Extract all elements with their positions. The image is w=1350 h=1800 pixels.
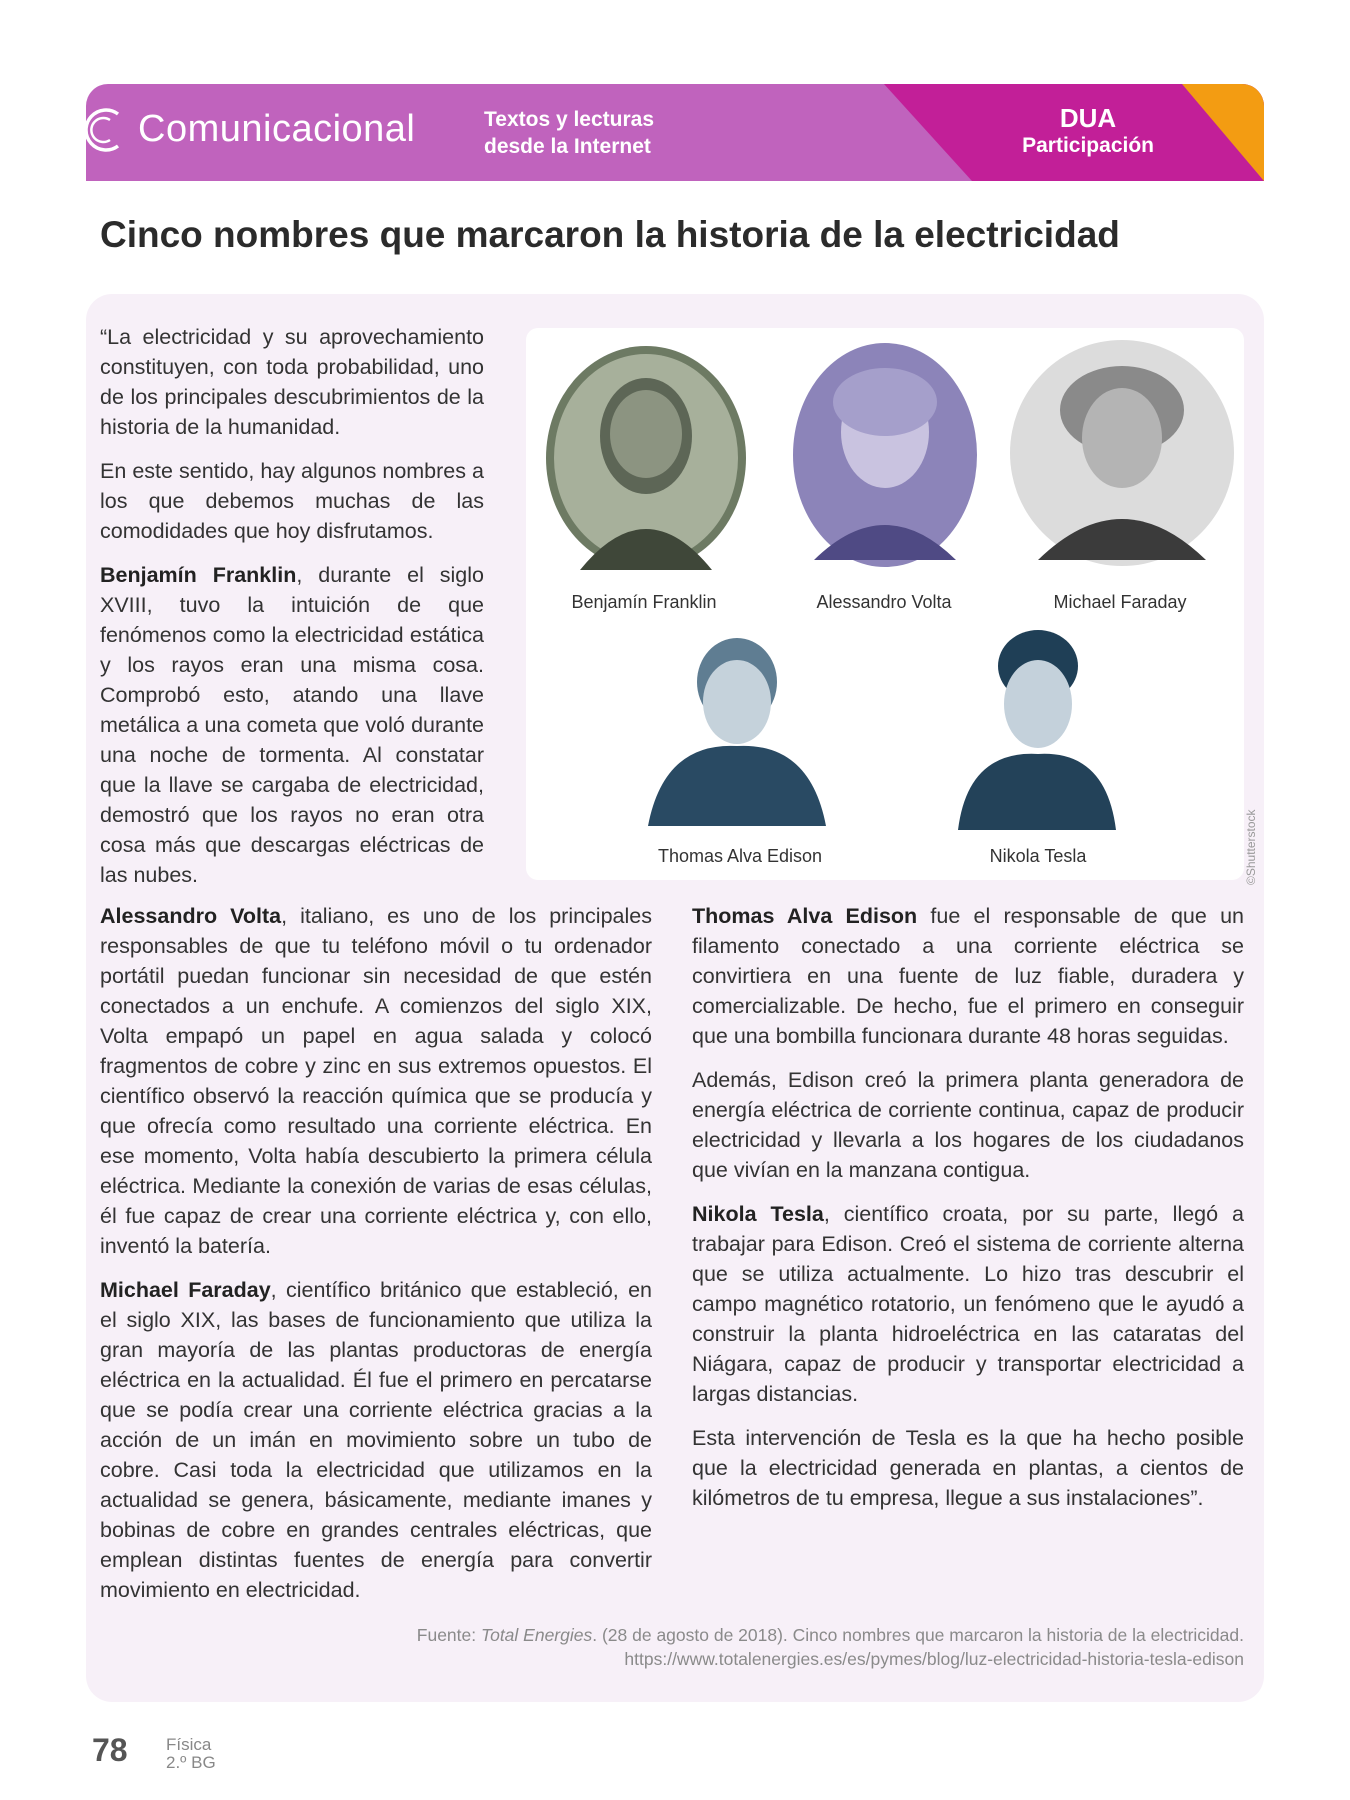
caption-tesla: Nikola Tesla: [989, 846, 1087, 866]
faraday-portrait: [1008, 338, 1236, 568]
franklin-paragraph: [100, 560, 484, 890]
right-column: [692, 901, 1244, 1527]
page-number: 78: [92, 1732, 128, 1768]
source-line: [417, 1623, 1244, 1647]
source-citation: [417, 1623, 1244, 1671]
dua-label: [1022, 104, 1154, 160]
intro-column: [100, 322, 484, 904]
faraday-name: Michael Faraday: [100, 1278, 271, 1302]
subtitle-line-2: desde la Internet: [484, 135, 651, 158]
caption-edison: Thomas Alva Edison: [657, 846, 823, 866]
subject-label: [166, 1736, 216, 1772]
subject-name: Física: [166, 1735, 212, 1754]
source-label: Fuente:: [416, 1625, 481, 1645]
edison-portrait: [644, 630, 830, 826]
caption-faraday: Michael Faraday: [1053, 592, 1187, 612]
volta-portrait: [790, 340, 980, 570]
source-url[interactable]: https://www.totalenergies.es/es/pymes/blog/luz-electricidad-historia-tesla-edison: [624, 1649, 1244, 1669]
franklin-name: Benjamín Franklin: [100, 563, 297, 587]
intro-paragraph-2: En este sentido, hay algunos nombres a los que debemos muchas de las comodidades que hoy disfrutamos.: [100, 459, 484, 543]
edison-name: Thomas Alva Edison: [692, 904, 918, 928]
left-column: [100, 901, 652, 1619]
section-subtitle: [484, 106, 654, 160]
faraday-paragraph: [100, 1275, 652, 1605]
tesla-paragraph-2: Esta intervención de Tesla es la que ha hecho posible que la electricidad generada en plantas, a cientos de kilómetros de tu empresa, llegue a sus instalaciones”.: [692, 1426, 1244, 1510]
franklin-portrait: [540, 338, 752, 578]
source-rest: . (28 de agosto de 2018). Cinco nombres que marcaron la historia de la electricidad.: [592, 1625, 1244, 1645]
volta-name: Alessandro Volta: [100, 904, 282, 928]
franklin-text: , durante el siglo XVIII, tuvo la intuición de que fenómenos como la electricidad estática y los rayos eran una misma cosa. Comprobó esto, atando una llave metálica a una cometa que voló durante una noche de tormenta. Al constatar que la llave se cargaba de electricidad, demostró que los rayos no eran otra cosa más que descargas eléctricas de las nubes.: [100, 563, 485, 887]
dua-subtitle: Participación: [1022, 134, 1154, 157]
edison-paragraph-2: Además, Edison creó la primera planta generadora de energía eléctrica de corriente continua, capaz de producir electricidad y llevarla a los hogares de los ciudadanos que vivían en la manzana contigua.: [692, 1068, 1244, 1182]
comunicacional-c-icon: [86, 102, 132, 158]
caption-volta: Alessandro Volta: [816, 592, 952, 612]
area-title: Comunicacional: [138, 108, 416, 150]
intro-paragraph-1: “La electricidad y su aprovechamiento constituyen, con toda probabilidad, uno de los principales descubrimientos de la historia de la humanidad.: [100, 325, 484, 439]
portraits-panel: [526, 328, 1244, 880]
header-banner: [86, 84, 1264, 181]
page-title: Cinco nombres que marcaron la historia de la electricidad: [100, 214, 1120, 255]
tesla-paragraph: [692, 1199, 1244, 1409]
edison-text: fue el responsable de que un filamento conectado a una corriente eléctrica se convirtiera en una fuente de luz fiable, duradera y comercializable. De hecho, fue el primero en conseguir que una bombilla funcionara durante 48 horas seguidas.: [692, 904, 1244, 1048]
tesla-portrait: [956, 624, 1118, 830]
edison-paragraph: [692, 901, 1244, 1051]
subtitle-line-1: Textos y lecturas: [484, 108, 655, 131]
caption-franklin: Benjamín Franklin: [571, 592, 717, 612]
image-credit: ©Shutterstock: [1244, 809, 1258, 885]
tesla-name: Nikola Tesla: [692, 1202, 824, 1226]
source-publisher: Total Energies: [481, 1625, 593, 1645]
volta-text: , italiano, es uno de los principales responsables de que tu teléfono móvil o tu ordenador portátil puedan funcionar sin necesidad de que estén conectados a un enchufe. A comienzos del siglo XIX, Volta empapó un papel en agua salada y colocó fragmentos de cobre y zinc en sus extremos opuestos. El científico observó la reacción química que se producía y que ofrecía como resultado una corriente eléctrica. En ese momento, Volta había descubierto la primera célula eléctrica. Mediante la conexión de varias de esas células, él fue capaz de crear una corriente eléctrica y, con ello, inventó la batería.: [100, 904, 652, 1258]
subject-grade: 2.º BG: [166, 1753, 216, 1772]
dua-title: DUA: [1059, 103, 1117, 133]
faraday-text: , científico británico que estableció, en el siglo XIX, las bases de funcionamiento que utiliza la gran mayoría de las plantas productoras de energía eléctrica en la actualidad. Él fue el primero en percatarse que se podía crear una corriente eléctrica gracias a la acción de un imán en movimiento sobre un tubo de cobre. Casi toda la electricidad que utilizamos en la actualidad se genera, básicamente, mediante imanes y bobinas de cobre en grandes centrales eléctricas, que emplean distintas fuentes de energía para convertir movimiento en electricidad.: [100, 1278, 653, 1602]
tesla-text: , científico croata, por su parte, llegó a trabajar para Edison. Creó el sistema de corriente alterna que se utiliza actualmente. Lo hizo tras descubrir el campo magnético rotatorio, un fenómeno que le ayudó a construir la planta hidroeléctrica en las cataratas del Niágara, capaz de producir y transportar electricidad a largas distancias.: [692, 1202, 1244, 1406]
volta-paragraph: [100, 901, 652, 1261]
